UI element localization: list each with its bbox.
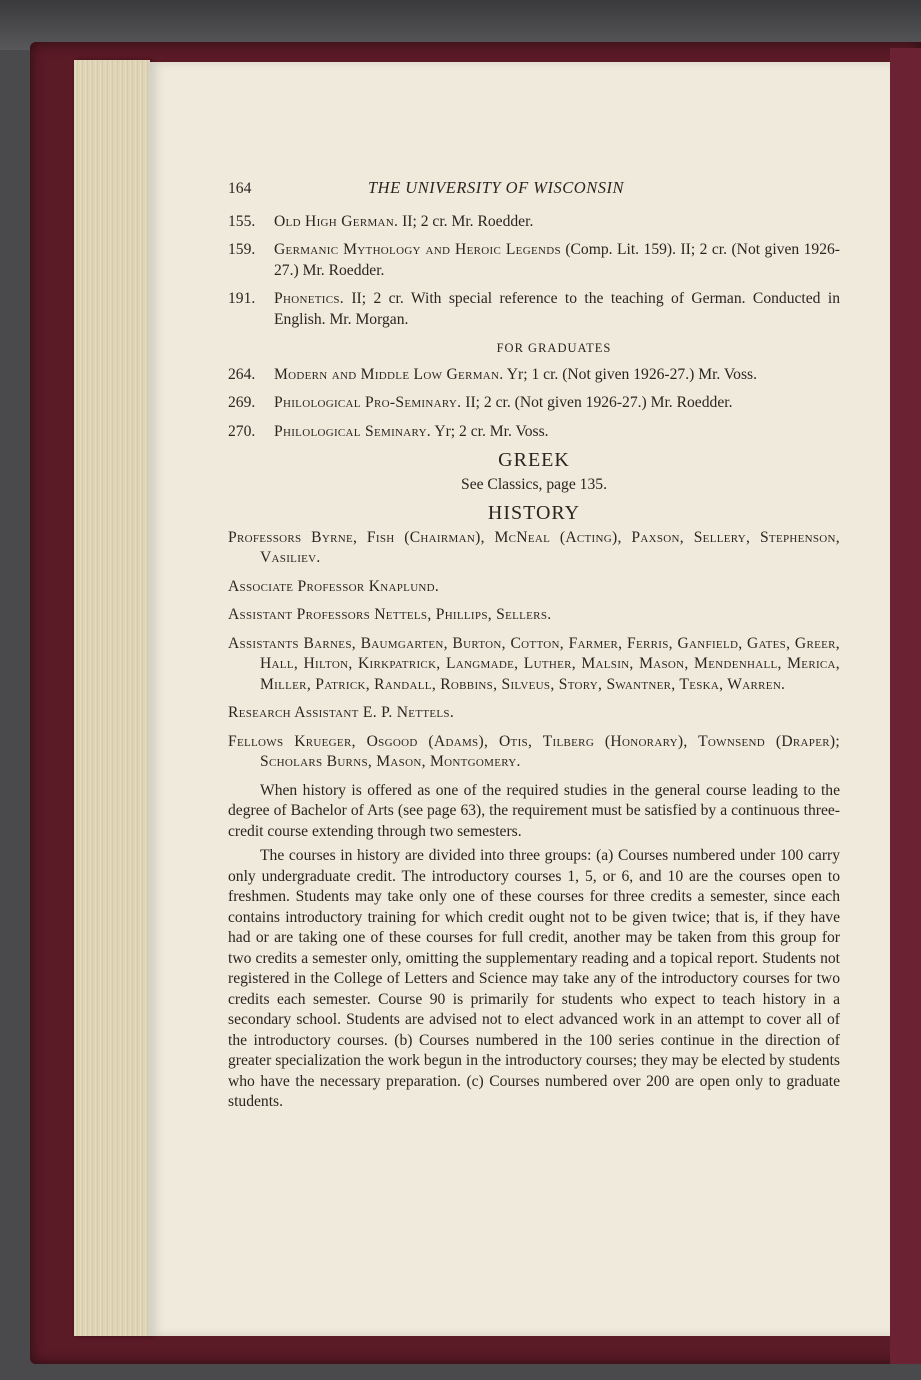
page-edges <box>74 60 150 1336</box>
book-cover-edge <box>890 48 921 1364</box>
course-details: Yr; 1 cr. (Not given 1926-27.) Mr. Voss. <box>503 365 758 383</box>
staff-fellows-scholars: Fellows Krueger, Osgood (Adams), Otis, Tilberg (Honorary), Townsend (Draper); Scholars Burns, Mason, Montgomery. <box>228 732 840 770</box>
course-title: Modern and Middle Low German. <box>274 365 504 383</box>
course-details: II; 2 cr. With special reference to the teaching of German. Conducted in English. Mr. Morgan. <box>274 290 840 328</box>
course-title: Germanic Mythology and Heroic Legends <box>274 241 561 258</box>
course-details: Yr; 2 cr. Mr. Voss. <box>431 422 549 440</box>
department-heading-history: HISTORY <box>487 502 581 524</box>
course-number: 155. <box>228 212 256 230</box>
course-entry <box>228 289 840 330</box>
staff-research-assistant: Research Assistant E. P. Nettels. <box>228 704 455 721</box>
running-header <box>228 178 840 200</box>
course-details: II; 2 cr. Mr. Roedder. <box>398 212 534 230</box>
course-number: 159. <box>228 241 256 258</box>
course-number: 264. <box>228 365 256 383</box>
staff-associate-professor: Associate Professor Knaplund. <box>228 577 440 595</box>
section-subheading: FOR GRADUATES <box>496 341 612 355</box>
page-text <box>228 178 840 1117</box>
course-number: 270. <box>228 422 256 440</box>
course-number: 191. <box>228 290 256 307</box>
course-title: Old High German. <box>274 212 399 230</box>
course-details: (Comp. Lit. 159). II; 2 cr. (Not given 1926-27.) Mr. Roedder. <box>274 241 840 279</box>
course-entry <box>228 240 840 281</box>
course-number: 269. <box>228 394 256 411</box>
body-paragraph: The courses in history are divided into three groups: (a) Courses numbered under 100 carry only undergraduate credit. The introductory courses 1, 5, or 6, and 10 are the courses open to freshmen. Students may take only one of these courses for three credits a semester, since each contains introductory training for which credit ought not to be given twice; that is, if they have had or are taking one of these courses for full credit, another may be taken from this group for two credits a semester only, omitting the supplementary reading and a topical report. Students not registered in the College of Letters and Science may take any of the introductory courses for two credits each semester. Course 90 is primarily for students who expect to teach history in a secondary school. Students are advised not to elect advanced work in an attempt to cover all of the introductory courses. (b) Courses numbered in the 100 series continue in the direction of greater specialization the work begun in the introductory courses; they may be elected by students who have the necessary preparation. (c) Courses numbered over 200 are open only to graduate students. <box>228 847 840 1110</box>
course-details: II; 2 cr. (Not given 1926-27.) Mr. Roedder. <box>461 394 733 411</box>
running-title: THE UNIVERSITY OF WISCONSIN <box>368 178 624 197</box>
course-entry <box>228 393 840 414</box>
body-paragraph: When history is offered as one of the required studies in the general course leading to the degree of Bachelor of Arts (see page 63), the requirement must be satisfied by a continuous three-credit course extending through two semesters. <box>228 781 840 840</box>
staff-assistants: Assistants Barnes, Baumgarten, Burton, Cotton, Farmer, Ferris, Ganfield, Gates, Greer, Hall, Hilton, Kirkpatrick, Langmade, Luther, Malsin, Mason, Mendenhall, Merica, Miller, Patrick, Randall, Robbins, Silveus, Story, Swantner, Teska, Warren. <box>228 634 840 693</box>
department-heading-greek: GREEK <box>498 449 570 471</box>
staff-assistant-professors: Assistant Professors Nettels, Phillips, Sellers. <box>228 606 552 623</box>
cross-reference: See Classics, page 135. <box>461 475 607 493</box>
course-entry <box>228 212 840 233</box>
staff-professors: Professors Byrne, Fish (Chairman), McNeal (Acting), Paxson, Sellery, Stephenson, Vasiliev. <box>228 528 840 566</box>
course-entry <box>228 422 840 443</box>
course-title: Philological Pro-Seminary. <box>274 394 462 411</box>
course-title: Phonetics. <box>274 290 344 307</box>
course-title: Philological Seminary. <box>274 422 432 440</box>
course-entry <box>228 365 840 386</box>
page-number: 164 <box>228 180 252 197</box>
